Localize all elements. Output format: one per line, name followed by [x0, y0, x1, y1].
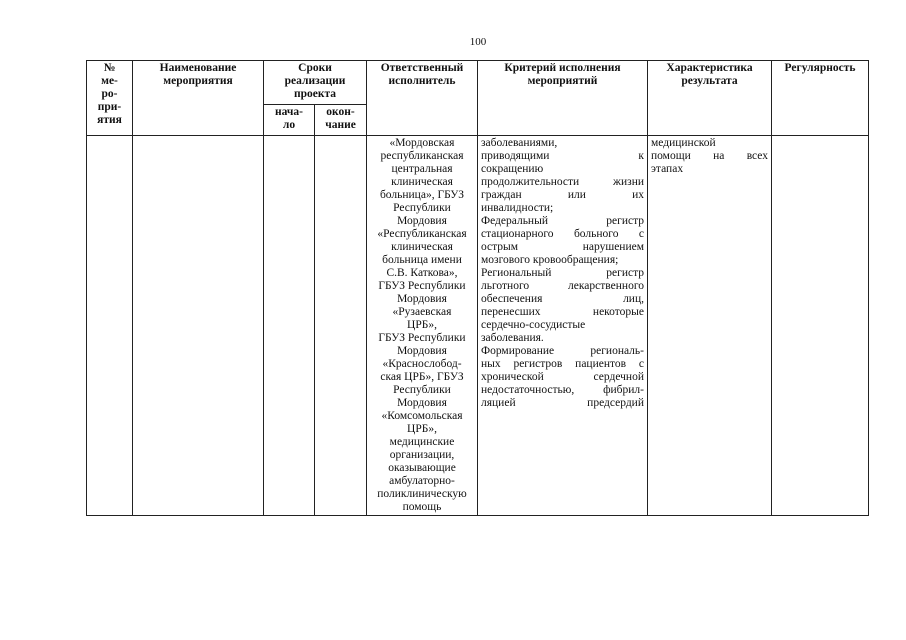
header-start: нача- ло: [264, 105, 315, 136]
page-number: 100: [469, 36, 487, 48]
cell-responsible: «Мордовская республиканская центральная клиническая больница», ГБУЗ Республики Мордовия «Республиканская клиническая больница имени С.В. Каткова», ГБУЗ Республики Мордовия «Рузаевская ЦРБ», ГБУЗ Республики Мордовия «Краснослобод- ская ЦРБ», ГБУЗ Республики Мордовия «Комсомольская ЦРБ», медицинские организации, оказывающие амбулаторно- поликлиническую помощь: [367, 136, 478, 516]
header-characteristic: Характеристика результата: [648, 61, 772, 136]
header-criterion: Критерий исполнения мероприятий: [478, 61, 648, 136]
cell-criterion: заболеваниями, приводящими к сокращению продолжительности жизни граждан или их инвалидности; Федеральный регистр стационарного больного с острым нарушением мозгового кровообращения; Региональный регистр льготного лекарственного обеспечения лиц, перенесших некоторые сердечно-сосудистые заболевания. Формирование региональ- ных регистров пациентов с хронической сердечной недостаточностью, фибрил- ляцией предсердий: [478, 136, 648, 516]
cell-end: [315, 136, 367, 516]
measures-table: [86, 60, 869, 516]
table-row: [87, 136, 869, 516]
header-terms: Сроки реализации проекта: [264, 61, 367, 105]
cell-name: [133, 136, 264, 516]
header-responsible: Ответственный исполнитель: [367, 61, 478, 136]
cell-characteristic: медицинской помощи на всех этапах: [648, 136, 772, 516]
header-end: окон- чание: [315, 105, 367, 136]
header-row: [87, 61, 869, 105]
cell-num: [87, 136, 133, 516]
cell-regularity: [772, 136, 869, 516]
cell-start: [264, 136, 315, 516]
header-regularity: Регулярность: [772, 61, 869, 136]
header-num: № ме- ро- при- ятия: [87, 61, 133, 136]
header-name: Наименование мероприятия: [133, 61, 264, 136]
